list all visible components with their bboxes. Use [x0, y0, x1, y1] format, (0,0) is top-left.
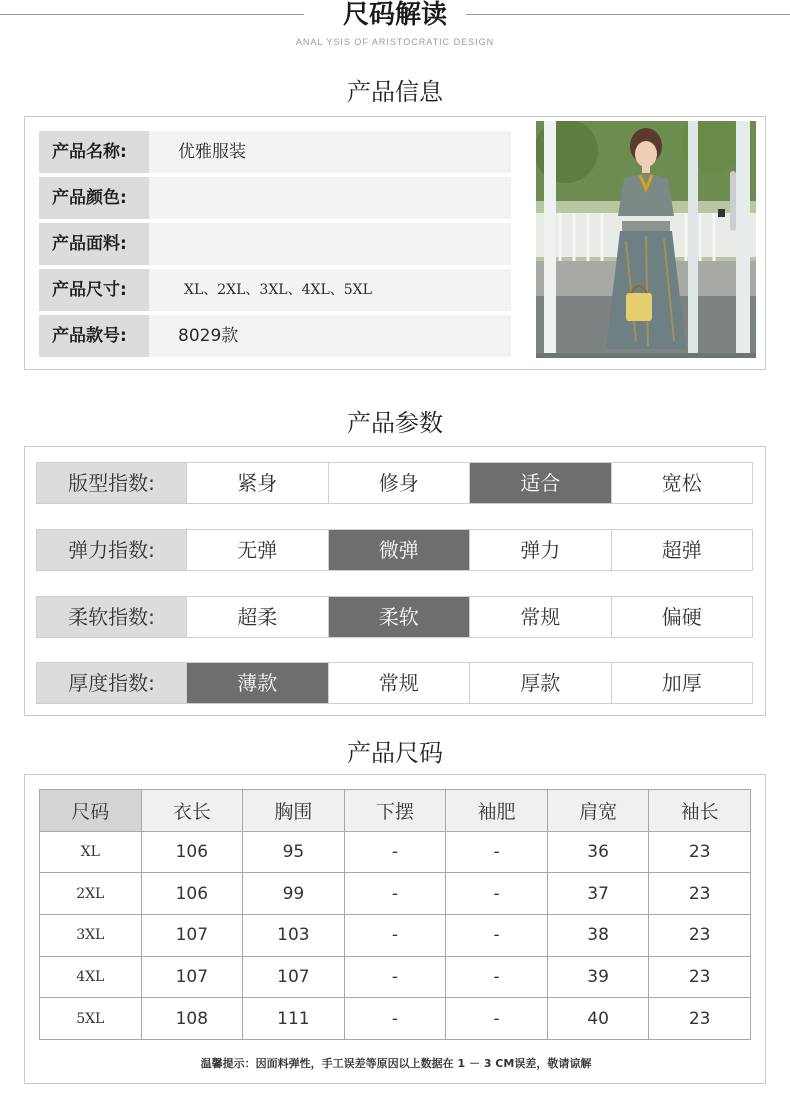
table-cell: 111: [243, 998, 345, 1040]
table-cell: 95: [243, 831, 345, 873]
params-box: [24, 446, 766, 716]
param-option-selected: 薄款: [187, 663, 329, 703]
table-cell: -: [446, 915, 548, 957]
sizes-box: [24, 774, 766, 1084]
table-cell: 2XL: [40, 873, 142, 915]
info-value: 优雅服装: [178, 142, 246, 162]
param-option: 紧身: [187, 463, 329, 503]
table-cell: 23: [649, 873, 751, 915]
param-option: 修身: [329, 463, 471, 503]
param-label: 柔软指数:: [37, 597, 187, 637]
table-cell: 4XL: [40, 956, 142, 998]
table-cell: 106: [141, 873, 243, 915]
page-title: 尺码解读: [342, 0, 447, 30]
table-cell: -: [446, 998, 548, 1040]
param-row-elasticity: [36, 529, 753, 571]
table-cell: 23: [649, 956, 751, 998]
table-cell: 99: [243, 873, 345, 915]
param-option: 超弹: [612, 530, 753, 570]
table-cell: 39: [547, 956, 649, 998]
param-option: 弹力: [470, 530, 612, 570]
table-row: [40, 831, 751, 873]
param-option: 常规: [329, 663, 471, 703]
param-option: 常规: [470, 597, 612, 637]
table-cell: -: [344, 873, 446, 915]
info-value: XL、2XL、3XL、4XL、5XL: [184, 282, 372, 298]
info-label: 产品面料:: [39, 223, 149, 265]
param-option: 超柔: [187, 597, 329, 637]
table-cell: 23: [649, 915, 751, 957]
table-cell: 36: [547, 831, 649, 873]
table-cell: 106: [141, 831, 243, 873]
table-cell: 23: [649, 831, 751, 873]
info-row-size: [39, 269, 511, 311]
column-header: 下摆: [344, 790, 446, 832]
info-label: 产品名称:: [39, 131, 149, 173]
param-label: 厚度指数:: [37, 663, 187, 703]
table-cell: XL: [40, 831, 142, 873]
info-label: 产品颜色:: [39, 177, 149, 219]
table-row: [40, 915, 751, 957]
param-row-fit: [36, 462, 753, 504]
table-cell: -: [344, 831, 446, 873]
param-label: 版型指数:: [37, 463, 187, 503]
info-section-title: 产品信息: [347, 78, 443, 106]
table-cell: 40: [547, 998, 649, 1040]
table-cell: 107: [141, 956, 243, 998]
param-option-selected: 适合: [470, 463, 612, 503]
table-cell: 37: [547, 873, 649, 915]
param-option: 宽松: [612, 463, 753, 503]
table-cell: 108: [141, 998, 243, 1040]
info-row-name: [39, 131, 511, 173]
table-cell: 3XL: [40, 915, 142, 957]
column-header: 尺码: [40, 790, 142, 832]
info-row-fabric: [39, 223, 511, 265]
info-label: 产品款号:: [39, 315, 149, 357]
table-cell: -: [446, 873, 548, 915]
info-row-style-no: [39, 315, 511, 357]
table-cell: -: [446, 831, 548, 873]
table-row: [40, 956, 751, 998]
table-cell: 5XL: [40, 998, 142, 1040]
param-option: 无弹: [187, 530, 329, 570]
param-row-thickness: [36, 662, 753, 704]
table-cell: -: [344, 915, 446, 957]
product-photo: [536, 121, 756, 358]
param-row-softness: [36, 596, 753, 638]
table-row: [40, 873, 751, 915]
column-header: 衣长: [141, 790, 243, 832]
param-option-selected: 微弹: [329, 530, 471, 570]
sizes-section-title: 产品尺码: [347, 739, 443, 767]
info-label: 产品尺寸:: [39, 269, 149, 311]
column-header: 肩宽: [547, 790, 649, 832]
param-option: 厚款: [470, 663, 612, 703]
table-cell: -: [344, 956, 446, 998]
param-label: 弹力指数:: [37, 530, 187, 570]
info-value: 8029款: [178, 326, 239, 346]
page-subtitle: ANAL YSIS OF ARISTOCRATIC DESIGN: [295, 37, 495, 47]
size-table-header: [40, 790, 751, 832]
param-option: 加厚: [612, 663, 753, 703]
param-option-selected: 柔软: [329, 597, 471, 637]
column-header: 袖长: [649, 790, 751, 832]
column-header: 袖肥: [446, 790, 548, 832]
table-cell: 23: [649, 998, 751, 1040]
param-option: 偏硬: [612, 597, 753, 637]
info-row-color: [39, 177, 511, 219]
table-cell: 103: [243, 915, 345, 957]
table-row: [40, 998, 751, 1040]
table-cell: 38: [547, 915, 649, 957]
size-tip: 温馨提示：因面料弹性，手工误差等原因以上数据在 1 － 3 CM误差，敬请谅解: [200, 1057, 592, 1070]
table-cell: 107: [243, 956, 345, 998]
column-header: 胸围: [243, 790, 345, 832]
table-cell: 107: [141, 915, 243, 957]
info-box: [24, 116, 766, 370]
table-cell: -: [344, 998, 446, 1040]
params-section-title: 产品参数: [347, 409, 443, 437]
size-table: [39, 789, 751, 1040]
table-cell: -: [446, 956, 548, 998]
